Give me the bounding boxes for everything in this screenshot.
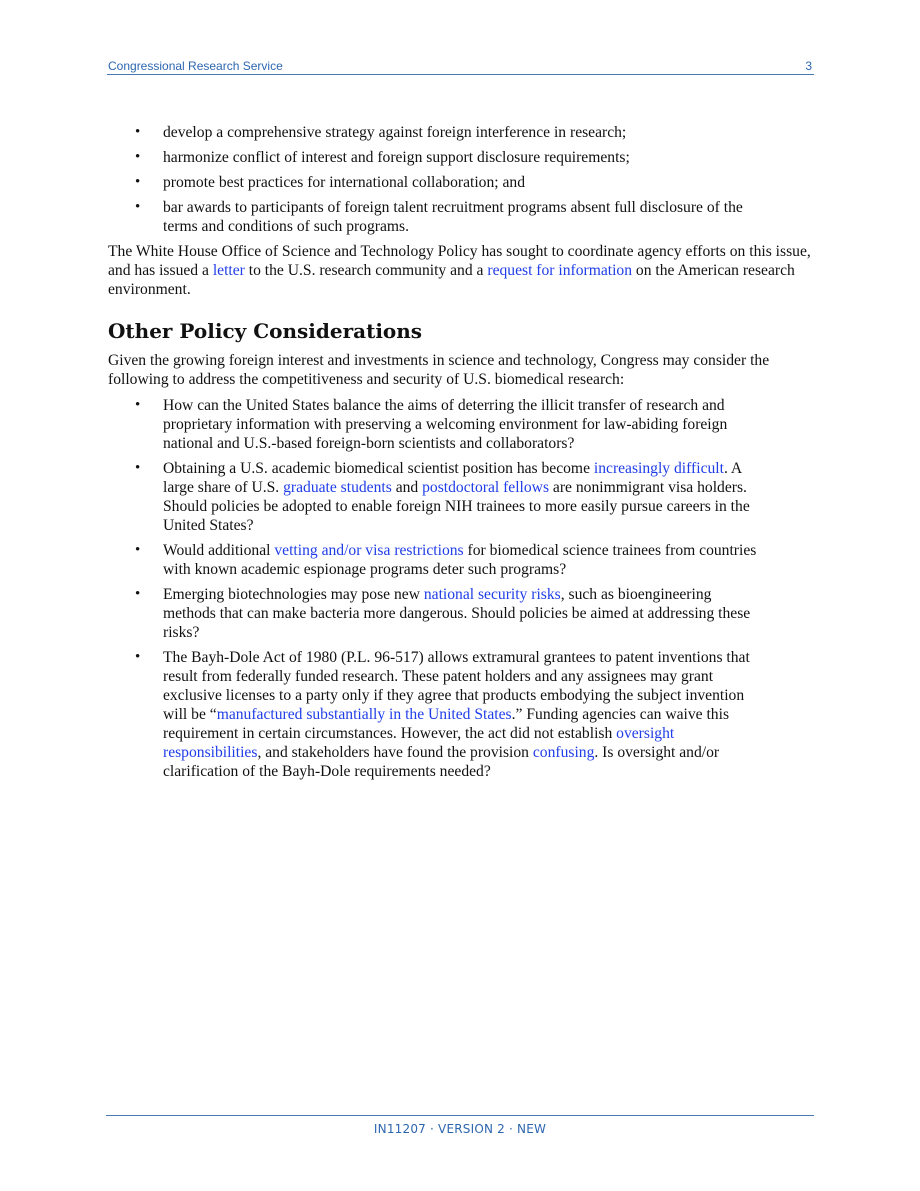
list-item: • promote best practices for international collaboration; and — [135, 174, 525, 191]
list-item: • bar awards to participants of foreign talent recruitment programs absent full disclosure of the terms and conditions of such programs. — [135, 199, 743, 235]
bullet-icon: • — [135, 149, 141, 165]
rfi-link[interactable]: request for information — [487, 262, 633, 279]
bullet-list-recommendations — [108, 123, 814, 236]
bullet-icon: • — [135, 199, 141, 215]
bullet-icon: • — [135, 586, 141, 602]
bullet-icon: • — [135, 397, 141, 413]
list-item: • The Bayh-Dole Act of 1980 (P.L. 96-517) allows extramural grantees to patent inventions that result from federally funded research. These patent holders and any assignees may grant exclusive licenses to a party only if they agree that products embodying the subject invention will be “manufactured substantially in the United States.” Funding agencies can waive this requirement in certain circumstances. However, the act did not establish oversight responsibilities, and stakeholders have found the provision confusing. Is oversight and/or clarification of the Bayh-Dole requirements needed? — [135, 649, 750, 780]
graduate-students-link[interactable]: graduate students — [283, 479, 392, 496]
intro-paragraph: Given the growing foreign interest and investments in science and technology, Congress may consider the following to address the competitiveness and security of U.S. biomedical research: — [108, 352, 770, 388]
list-item: • harmonize conflict of interest and foreign support disclosure requirements; — [135, 149, 630, 166]
ostp-paragraph: The White House Office of Science and Technology Policy has sought to coordinate agency efforts on this issue, and has issued a letter to the U.S. research community and a request for information on the American research environment. — [108, 243, 811, 298]
bullet-icon: • — [135, 460, 141, 476]
national-security-risks-link[interactable]: national security risks — [423, 586, 561, 603]
list-item: • Would additional vetting and/or visa restrictions for biomedical science trainees from countries with known academic espionage programs deter such programs? — [135, 542, 757, 578]
bullet-icon: • — [135, 124, 141, 140]
footer-doc-id: IN11207 · VERSION 2 · NEW — [373, 1122, 547, 1136]
page-header — [107, 58, 814, 75]
increasingly-difficult-link[interactable]: increasingly difficult — [593, 460, 724, 477]
vetting-visa-link[interactable]: vetting and/or visa restrictions — [274, 542, 464, 559]
confusing-link[interactable]: confusing — [532, 744, 595, 761]
manufactured-substantially-link[interactable]: manufactured substantially in the United States — [216, 706, 512, 723]
header-org-name: Congressional Research Service — [108, 59, 283, 73]
list-item: • How can the United States balance the aims of deterring the illicit transfer of research and proprietary information with preserving a welcoming environment for law-abiding foreign national and U.S.-based foreign-born scientists and collaborators? — [135, 397, 728, 452]
section-heading: Other Policy Considerations — [108, 319, 423, 343]
list-item: • Obtaining a U.S. academic biomedical scientist position has become increasingly difficult. A large share of U.S. graduate students and postdoctoral fellows are nonimmigrant visa holders. Should policies be adopted to enable foreign NIH trainees to more easily pursue careers in the United States? — [135, 460, 750, 534]
main-content — [108, 123, 814, 787]
bullet-icon: • — [135, 174, 141, 190]
header-page-number: 3 — [805, 59, 812, 73]
oversight-responsibilities-link[interactable]: oversight responsibilities — [163, 725, 675, 761]
list-item: • Emerging biotechnologies may pose new national security risks, such as bioengineering methods that can make bacteria more dangerous. Should policies be aimed at addressing these risks? — [135, 586, 751, 641]
page-footer — [106, 1115, 814, 1136]
letter-link[interactable]: letter — [212, 262, 245, 279]
bullet-icon: • — [135, 542, 141, 558]
postdoctoral-fellows-link[interactable]: postdoctoral fellows — [422, 479, 550, 496]
bullet-list-considerations — [108, 396, 814, 781]
list-item: • develop a comprehensive strategy against foreign interference in research; — [135, 124, 627, 141]
bullet-icon: • — [135, 649, 141, 665]
